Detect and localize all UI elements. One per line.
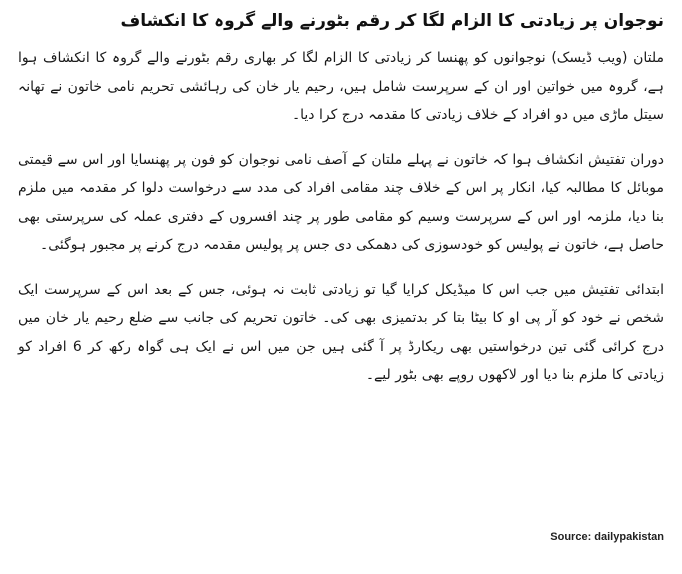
article-title: نوجوان پر زیادتی کا الزام لگا کر رقم بٹورنے والے گروہ کا انکشاف	[120, 11, 664, 31]
news-article	[18, 6, 664, 406]
article-paragraph-1: ملتان (ویب ڈیسک) نوجوانوں کو پھنسا کر زیادتی کا الزام لگا کر بھاری رقم بٹورنے والے گروہ کا انکشاف ہوا ہے، گروہ میں خواتین اور ان کے سرپرست شامل ہیں، رحیم یار خان کی رہائشی تحریم نامی خاتون نے تھانہ سیتل ماڑی میں دو افراد کے خلاف زیادتی کا مقدمہ درج کرا دیا۔	[18, 50, 664, 123]
article-paragraph-2: دوران تفتیش انکشاف ہوا کہ خاتون نے پہلے ملتان کے آصف نامی نوجوان کو فون پر پھنسایا اور اس سے قیمتی موبائل کا مطالبہ کیا، انکار پر اس کے خلاف چند مقامی افراد کی مدد سے درخواست دلوا کر مقدمہ میں ملزم بنا دیا، ملزمہ اور اس کے سرپرست وسیم کو مقامی طور پر چند افسروں کے دفتری عملہ کی سرپرستی بھی حاصل ہے، خاتون نے پولیس کو خودسوزی کی دھمکی دی جس پر پولیس مقدمہ درج کرنے پر مجبور ہوگئی۔	[18, 151, 664, 253]
article-paragraph-3: ابتدائی تفتیش میں جب اس کا میڈیکل کرایا گیا تو زیادتی ثابت نہ ہوئی، جس کے بعد اس کے سرپرست ایک شخص نے خود کو آر پی او کا بیٹا بتا کر بدتمیزی بھی کی۔ خاتون تحریم کی جانب سے ضلع رحیم یار خان میں درج کرائی گئی تین درخواستیں بھی ریکارڈ پر آ گئی ہیں جن میں اس نے ایک ہی گواہ رکھ کر 6 افراد کو زیادتی کا ملزم بنا دیا اور لاکھوں روپے بھی بٹور لیے۔	[18, 281, 664, 383]
source-credit: Source: dailypakistan	[550, 531, 664, 543]
